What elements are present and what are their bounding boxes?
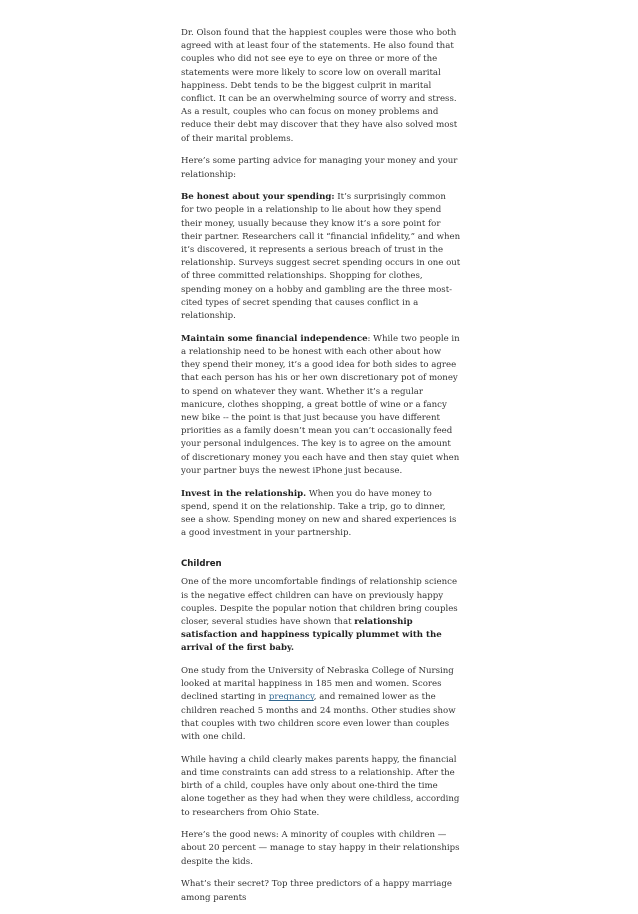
paragraph-honest-spending [181, 191, 461, 323]
paragraph-time-constraints: While having a child clearly makes parents happy, the financial and time constraints can add stress to a relationship. After the birth of a child, couples have only about one-third the time alone together as they had when they were childless, according to researchers from Ohio State. [181, 754, 460, 818]
paragraph-nebraska-study [181, 665, 461, 744]
advice-text-invest: When you do have money to spend, spend it on the relationship. Take a trip, go to dinner, see a show. Spending money on new and shared experiences is a good investment in your partnership. [181, 488, 457, 539]
nebraska-text-after: , and remained lower as the children reached 5 months and 24 months. Other studies show that couples with two children score even lower than couples with one child. [181, 692, 456, 743]
paragraph-parting-advice: Here’s some parting advice for managing your money and your relationship: [181, 156, 458, 180]
advice-lead-honest: Be honest about your spending: [181, 192, 335, 203]
paragraph-financial-independence [181, 333, 461, 478]
advice-lead-invest: Invest in the relationship. [181, 488, 307, 499]
paragraph-their-secret: What’s their secret? Top three predictors of a happy marriage among parents [181, 879, 453, 903]
paragraph-olson-findings: Dr. Olson found that the happiest couples were those who both agreed with at least four of the statements. He also found that couples who did not see eye to eye on three or more of the statements were more likely to score low on overall marital happiness. Debt tends to be the biggest culprit in marital conflict. It can be an overwhelming source of worry and stress. As a result, couples who can focus on money problems and reduce their debt may discover that they have also solved most of their marital problems. [181, 28, 458, 144]
article-body [181, 27, 461, 914]
children-effect-text: One of the more uncomfortable findings of relationship science is the negative effect children can have on previously happy couples. Despite the popular notion that children bring couples closer, several studies have shown that [181, 577, 458, 627]
section-heading-children: Children [181, 559, 222, 570]
advice-text-honest: It’s surprisingly common for two people in a relationship to lie about how they spend their money, usually because they know it’s a sore point for their partner. Researchers call it “financial infidelity,” and when it’s discovered, it represents a serious breach of trust in the relationship. Surveys suggest secret spending occurs in one out of three committed relationships. Shopping for clothes, spending money on a hobby and gambling are the three most-cited types of secret spending that causes conflict in a relationship. [181, 192, 461, 322]
paragraph-good-news: Here’s the good news: A minority of couples with children — about 20 percent — manage to stay happy in their relationships despite the kids. [181, 830, 460, 867]
advice-lead-independence: Maintain some financial independence [181, 333, 368, 344]
nebraska-text-before: One study from the University of Nebraska College of Nursing looked at marital happiness in 185 men and women. Scores declined starting in [181, 666, 454, 703]
pregnancy-link[interactable]: pregnancy [268, 692, 314, 703]
paragraph-children-effect [181, 576, 461, 655]
children-effect-bold: relationship satisfaction and happiness typically plummet with the arrival of the first baby. [181, 616, 442, 654]
advice-text-independence: : While two people in a relationship need to be honest with each other about how they spend their money, it’s a good idea for both sides to agree that each person has his or her own discretionary pot of money to spend on whatever they want. Whether it’s a regular manicure, clothes shopping, a great bottle of wine or a fancy new bike -- the point is that just because you have different priorities as a family doesn’t mean you can’t occasionally feed your personal indulgences. The key is to agree on the amount of discretionary money you each have and then stay quiet when your partner buys the newest iPhone just because. [181, 333, 460, 476]
paragraph-invest-relationship [181, 488, 461, 541]
